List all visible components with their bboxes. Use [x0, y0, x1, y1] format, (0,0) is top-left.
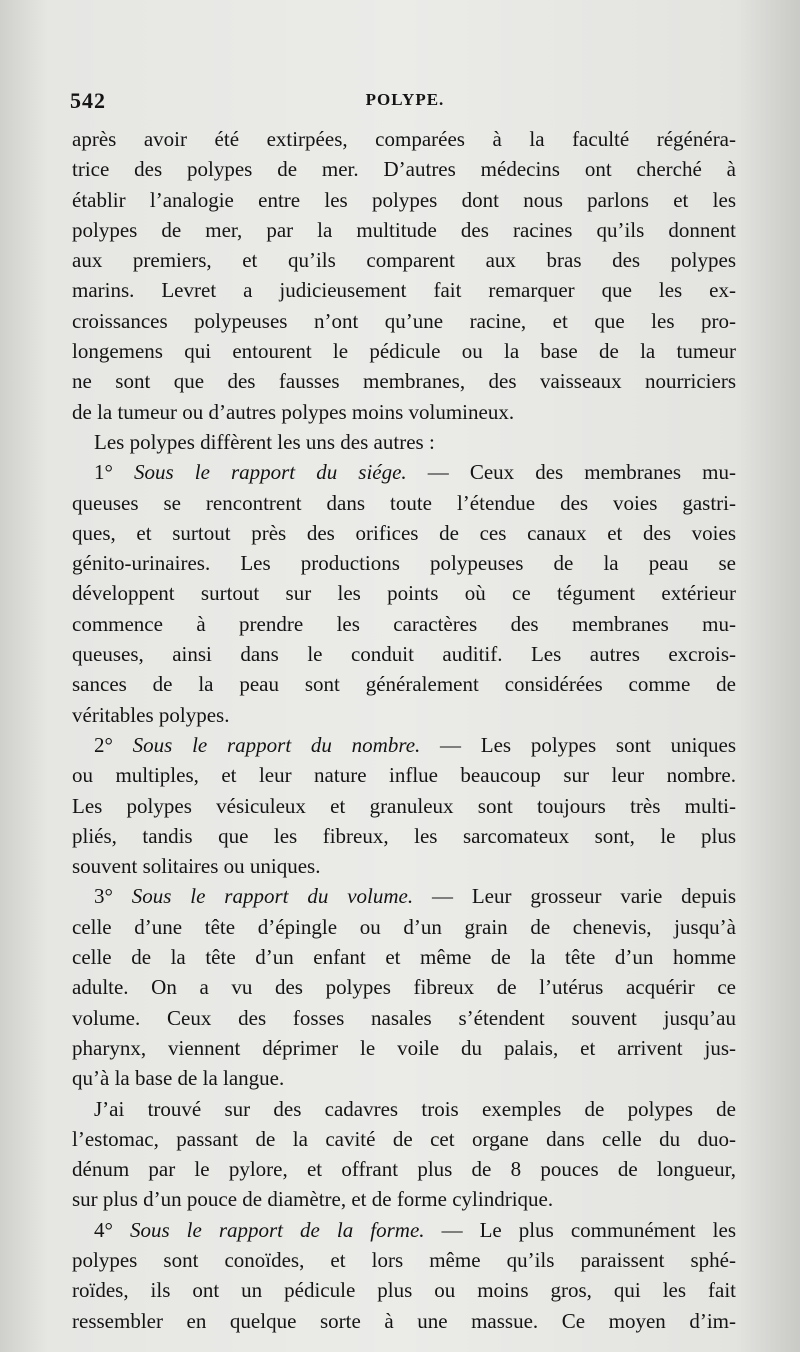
line-text: — Leur grosseur varie depuis — [413, 884, 736, 909]
line-text: pharynx, viennent déprimer le voile du palais, et arrivent jus- — [72, 1035, 736, 1060]
text-line — [72, 488, 736, 518]
line-text: après avoir été extirpées, comparées à la faculté régénéra- — [72, 127, 736, 151]
text-line — [72, 245, 736, 275]
text-line — [72, 457, 736, 487]
line-text: qu’à la base de la langue. — [72, 1066, 285, 1091]
line-text: polypes sont conoïdes, et lors même qu’ils paraissent sphé- — [72, 1247, 736, 1272]
text-line — [72, 427, 736, 457]
line-text: Les polypes vésiculeux et granuleux sont toujours très multi- — [72, 793, 736, 818]
line-text: souvent solitaires ou uniques. — [72, 854, 321, 879]
line-text: dénum par le pylore, et offrant plus de 8 pouces de longueur, — [72, 1157, 736, 1182]
text-line — [72, 1094, 736, 1124]
text-line — [72, 760, 736, 790]
text-line — [72, 366, 736, 396]
section-heading-italic: Sous le rapport du volume. — [131, 884, 414, 909]
section-heading-italic: Sous le rapport du siége. — [133, 460, 407, 485]
line-text: — Ceux des membranes mu- — [406, 460, 737, 485]
line-text: longemens qui entourent le pédicule ou la base de la tumeur — [72, 339, 736, 364]
text-line — [72, 730, 736, 760]
line-text: sances de la peau sont généralement considérées comme de — [72, 672, 736, 697]
text-line — [72, 548, 736, 578]
text-line — [72, 275, 736, 305]
text-line — [72, 881, 736, 911]
line-text: — Les polypes sont uniques — [420, 732, 736, 757]
text-line — [72, 306, 736, 336]
text-line — [72, 154, 736, 184]
text-line — [72, 397, 736, 427]
text-line — [72, 912, 736, 942]
line-text: queuses, ainsi dans le conduit auditif. Les autres excrois- — [72, 642, 736, 667]
page-header — [70, 88, 740, 122]
line-text: commence à prendre les caractères des membranes mu- — [72, 611, 736, 636]
item-number: 3° — [94, 884, 132, 909]
text-line — [72, 1124, 736, 1154]
text-line — [72, 972, 736, 1002]
line-text: volume. Ceux des fosses nasales s’étendent souvent jusqu’au — [72, 1005, 736, 1030]
line-text: véritables polypes. — [72, 702, 230, 727]
line-text: ques, et surtout près des orifices de ces canaux et des voies — [72, 520, 736, 545]
text-line — [72, 1154, 736, 1184]
line-text: ressembler en quelque sorte à une massue. Ce moyen d’im- — [72, 1308, 736, 1333]
line-text: aux premiers, et qu’ils comparent aux bras des polypes — [72, 248, 736, 273]
line-text: génito-urinaires. Les productions polypeuses de la peau se — [72, 551, 736, 576]
line-text: ou multiples, et leur nature influe beaucoup sur leur nombre. — [72, 763, 736, 788]
text-line — [72, 215, 736, 245]
text-line — [72, 851, 736, 881]
line-text: développent surtout sur les points où ce tégument extérieur — [72, 581, 736, 606]
text-line — [72, 185, 736, 215]
section-heading-italic: Sous le rapport du nombre. — [132, 732, 421, 757]
text-line — [72, 1003, 736, 1033]
text-line — [72, 821, 736, 851]
item-number: 1° — [94, 460, 134, 485]
line-text: celle d’une tête d’épingle ou d’un grain de chenevis, jusqu’à — [72, 914, 736, 939]
text-line — [72, 609, 736, 639]
text-line — [72, 1215, 736, 1245]
text-line — [72, 639, 736, 669]
text-line — [72, 1306, 736, 1336]
text-line — [72, 336, 736, 366]
line-text: adulte. On a vu des polypes fibreux de l’utérus acquérir ce — [72, 975, 736, 1000]
section-heading-italic: Sous le rapport de la forme. — [129, 1217, 425, 1242]
item-number: 2° — [94, 732, 133, 757]
text-line — [72, 124, 736, 154]
line-text: ne sont que des fausses membranes, des vaisseaux nourriciers — [72, 369, 736, 394]
running-title: POLYPE. — [365, 90, 445, 109]
line-text: établir l’analogie entre les polypes dont nous parlons et les — [72, 187, 736, 212]
line-text: roïdes, ils ont un pédicule plus ou moins gros, qui les fait — [72, 1278, 736, 1303]
text-line — [72, 1245, 736, 1275]
text-line — [72, 1275, 736, 1305]
line-text: croissances polypeuses n’ont qu’une racine, et que les pro- — [72, 308, 736, 333]
line-text: sur plus d’un pouce de diamètre, et de forme cylindrique. — [72, 1187, 554, 1212]
text-line — [72, 791, 736, 821]
line-text: l’estomac, passant de la cavité de cet organe dans celle du duo- — [72, 1126, 736, 1151]
line-text: celle de la tête d’un enfant et même de la tête d’un homme — [72, 945, 736, 970]
text-line — [72, 1063, 736, 1093]
line-text: Les polypes diffèrent les uns des autres : — [94, 429, 435, 454]
text-line — [72, 942, 736, 972]
text-line — [72, 518, 736, 548]
text-line — [72, 1033, 736, 1063]
line-text: — Le plus communément les — [424, 1217, 736, 1242]
line-text: pliés, tandis que les fibreux, les sarcomateux sont, le plus — [72, 823, 736, 848]
text-line — [72, 1184, 736, 1214]
line-text: de la tumeur ou d’autres polypes moins volumineux. — [72, 399, 515, 424]
line-text: trice des polypes de mer. D’autres médecins ont cherché à — [72, 157, 736, 182]
line-text: queuses se rencontrent dans toute l’étendue des voies gastri- — [72, 490, 736, 515]
body-text — [72, 124, 736, 1336]
line-text: marins. Levret a judicieusement fait remarquer que les ex- — [72, 278, 736, 303]
text-line — [72, 578, 736, 608]
text-line — [72, 669, 736, 699]
text-line — [72, 700, 736, 730]
line-text: J’ai trouvé sur des cadavres trois exemples de polypes de — [94, 1096, 736, 1121]
item-number: 4° — [94, 1217, 130, 1242]
page-number: 542 — [70, 88, 106, 113]
line-text: polypes de mer, par la multitude des racines qu’ils donnent — [72, 217, 736, 242]
